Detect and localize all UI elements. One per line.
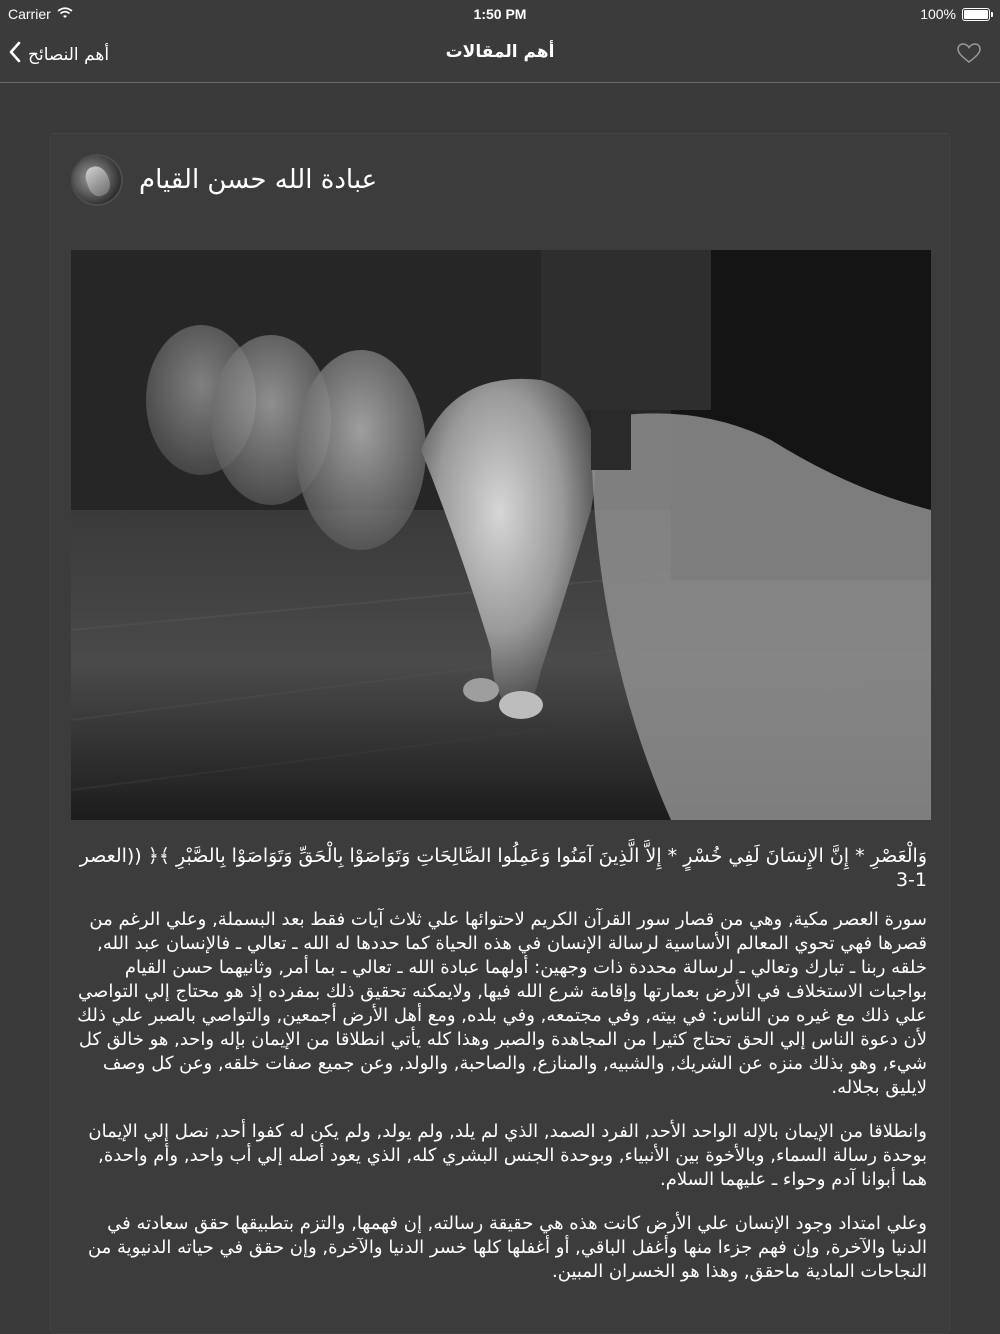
favorite-button[interactable] (956, 42, 982, 68)
status-right (920, 6, 990, 22)
back-button-label: أهم النصائح (28, 44, 110, 65)
article-paragraph: وعلي امتداد وجود الإنسان علي الأرض كانت هذه هي حقيقة رسالته, إن فهمها, والتزم بتطبيقها حقق سعادته في الدنيا والآخرة, وإن فهم جزءا منها وأغفل الباقي, أو أغفلها كلها خسر الدنيا والآخرة, وإن حقق في حياته الدنيوية من النجاحات المادية ماحقق, وهذا هو الخسران المبين. (87, 1213, 927, 1282)
status-time: 1:50 PM (473, 6, 527, 22)
feet-photo-illustration (71, 250, 931, 820)
article-image (71, 250, 931, 820)
author-row (71, 154, 377, 206)
page-title: أهم المقالات (445, 42, 555, 62)
article-paragraph: سورة العصر مكية, وهي من قصار سور القرآن الكريم لاحتوائها علي ثلاث آيات فقط بعد البسملة, وعلي الرغم من قصرها فهي تحوي المعالم الأساسية لرسالة الإنسان في هذه الحياة كما حددها له الله ـ تعالي ـ فالإنسان عبد الله, خلقه ربنا ـ تبارك وتعالي ـ لرسالة محددة ذات وجهين: أولهما عبادة الله ـ تعالي ـ بما أمر, وثانيهما حسن القيام بواجبات الاستخلاف في الأرض بعمارتها وإقامة شرع الله فيها, ولايمكنه تحقيق ذلك بمفرده إذ هو محتاج إلي التواصي علي ذلك مع غيره من الناس: في بيته, وفي مجتمعه, وفي بلده, ومع أهل الأرض أجمعين, والتواصي بالصبر علي ذلك لأن دعوة الناس إلي الحق تحتاج كثيرا من المجاهدة والصبر وهذا كله يأتي انطلاقا من الإيمان بإله واحد, هو خالق كل شيء, وهو بذلك منزه عن الشريك, والشبيه, والمنازع, والصاحبة, والولد, وعن جميع صفات خلقه, وعن كل وصف لايليق بجلاله. (77, 909, 927, 1098)
article-paragraph: وانطلاقا من الإيمان بالإله الواحد الأحد, الفرد الصمد, الذي لم يلد, ولم يولد, ولم يكن له كفوا أحد, نصل إلي الإيمان بوحدة رسالة السماء, وبالأخوة بين الأنبياء, وبوحدة الجنس البشري كله, الذي يعود أصله إلي أب واحد, وأم واحدة, هما أبوانا آدم وحواء ـ عليهما السلام. (88, 1121, 927, 1190)
heart-outline-icon (956, 49, 982, 68)
carrier-label: Carrier (8, 6, 51, 22)
navigation-bar (0, 28, 1000, 83)
status-bar (0, 0, 1000, 28)
battery-icon (962, 8, 990, 21)
quran-verse: وَالْعَصْرِ * إِنَّ الإِنسَانَ لَفِي خُسْرٍ * إِلاَّ الَّذِينَ آمَنُوا وَعَمِلُوا الصَّالِحَاتِ وَتَوَاصَوْا بِالْحَقِّ وَتَوَاصَوْا بِالصَّبْرِ ﴾﴿ ((العصر 1-3 (79, 845, 927, 891)
avatar (71, 154, 123, 206)
article-card (50, 133, 950, 1334)
article-body (75, 844, 927, 1304)
battery-percent: 100% (920, 6, 956, 22)
article-title: عبادة الله حسن القيام (139, 165, 378, 195)
